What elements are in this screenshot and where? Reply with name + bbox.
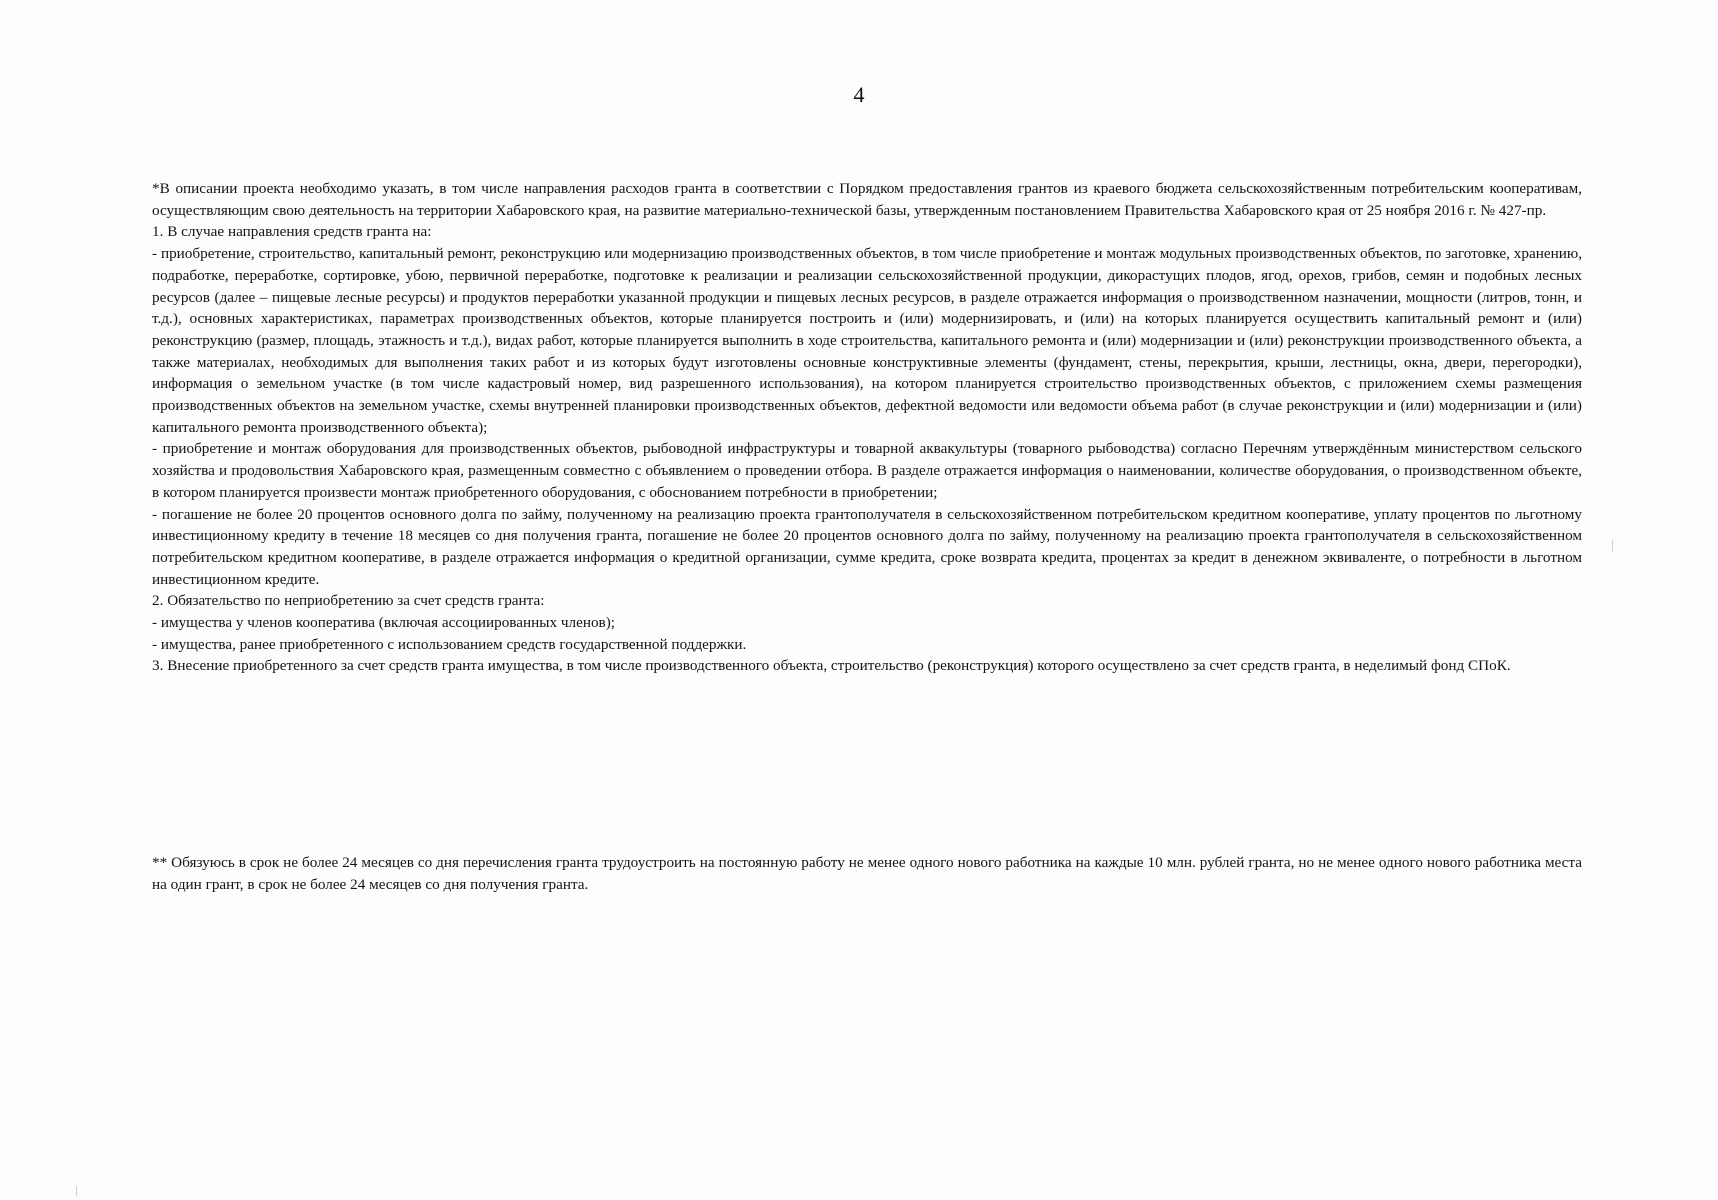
item-2-bullet-state-support-property: - имущества, ранее приобретенного с использованием средств государственной поддержки. [152,635,747,653]
double-star-footnote: ** Обязуюсь в срок не более 24 месяцев со дня перечисления гранта трудоустроить на постоянную работу не менее одного нового работника на каждые 10 млн. рублей гранта, но не менее одного нового работника места на один грант, в срок не более 24 месяцев со дня получения гранта. [152,854,1582,893]
item-3-indivisible-fund: 3. Внесение приобретенного за счет средств гранта имущества, в том числе производственного объекта, строительство (реконструкция) которого осуществлено за счет средств гранта, в неделимый фонд СПоК. [152,657,1511,675]
scan-edge-mark [1612,540,1613,552]
item-1-heading: 1. В случае направления средств гранта на: [152,223,432,241]
double-star-footnote-block [152,852,1582,896]
scan-edge-mark [76,1186,77,1196]
item-2-bullet-members-property: - имущества у членов кооператива (включая ассоциированных членов); [152,614,615,632]
item-1-bullet-loan-repayment: - погашение не более 20 процентов основного долга по займу, полученному на реализацию проекта грантополучателя в сельскохозяйственном потребительском кредитном кооперативе, уплату процентов по льготному инвестиционному кредиту в течение 18 месяцев со дня получения гранта, погашение не более 20 процентов основного долга по займу, полученному на реализацию проекта грантополучателя в сельскохозяйственном потребительском кредитном кооперативе, в разделе отражается информация о кредитной организации, сумме кредита, сроке возврата кредита, процентах за кредит в денежном эквиваленте, о потребности в льготном инвестиционном кредите. [152,505,1582,588]
page-number: 4 [853,82,865,107]
item-1-bullet-equipment: - приобретение и монтаж оборудования для производственных объектов, рыбоводной инфраструктуры и товарной аквакультуры (товарного рыбоводства) согласно Перечням утверждённым министерством сельского хозяйства и продовольствия Хабаровского края, размещенным совместно с объявлением о проведении отбора. В разделе отражается информация о наименовании, количестве оборудования, о производственном объекте, в котором планируется произвести монтаж приобретенного оборудования, с обоснованием потребности в приобретении; [152,440,1582,501]
star-footnote-block [152,178,1582,677]
star-footnote-intro: *В описании проекта необходимо указать, в том числе направления расходов гранта в соответствии с Порядком предоставления грантов из краевого бюджета сельскохозяйственным потребительским кооперативам, осуществляющим свою деятельность на территории Хабаровского края, на развитие материально-технической базы, утвержденным постановлением Правительства Хабаровского края от 25 ноября 2016 г. № 427-пр. [152,180,1582,219]
item-2-heading: 2. Обязательство по неприобретению за счет средств гранта: [152,592,545,610]
item-1-bullet-construction: - приобретение, строительство, капитальный ремонт, реконструкцию или модернизацию производственных объектов, в том числе приобретение и монтаж модульных производственных объектов, по заготовке, хранению, подработке, переработке, сортировке, убою, первичной переработке, подготовке к реализации и реализации сельскохозяйственной продукции, дикорастущих плодов, ягод, орехов, грибов, семян и подобных лесных ресурсов (далее – пищевые лесные ресурсы) и продуктов переработки указанной продукции и пищевых лесных ресурсов, в разделе отражается информация о производственном назначении, мощности (литров, тонн, и т.д.), основных характеристиках, параметрах производственных объектов, которые планируется построить и (или) модернизировать, и (или) на которых планируется осуществить капитальный ремонт и (или) реконструкцию (размер, площадь, этажность и т.д.), видах работ, которые планируется выполнить в ходе строительства, капитального ремонта и (или) модернизации и (или) реконструкции производственного объекта, а также материалах, необходимых для выполнения таких работ и из которых будут изготовлены основные конструктивные элементы (фундамент, стены, перекрытия, крыши, лестницы, окна, двери, перегородки), информация о земельном участке (в том числе кадастровый номер, вид разрешенного использования), на котором планируется строительство производственных объектов, с приложением схемы размещения производственных объектов на земельном участке, схемы внутренней планировки производственных объектов, дефектной ведомости или ведомости объема работ (в случае реконструкции и (или) модернизации и (или) капитального ремонта производственного объекта); [152,245,1582,436]
